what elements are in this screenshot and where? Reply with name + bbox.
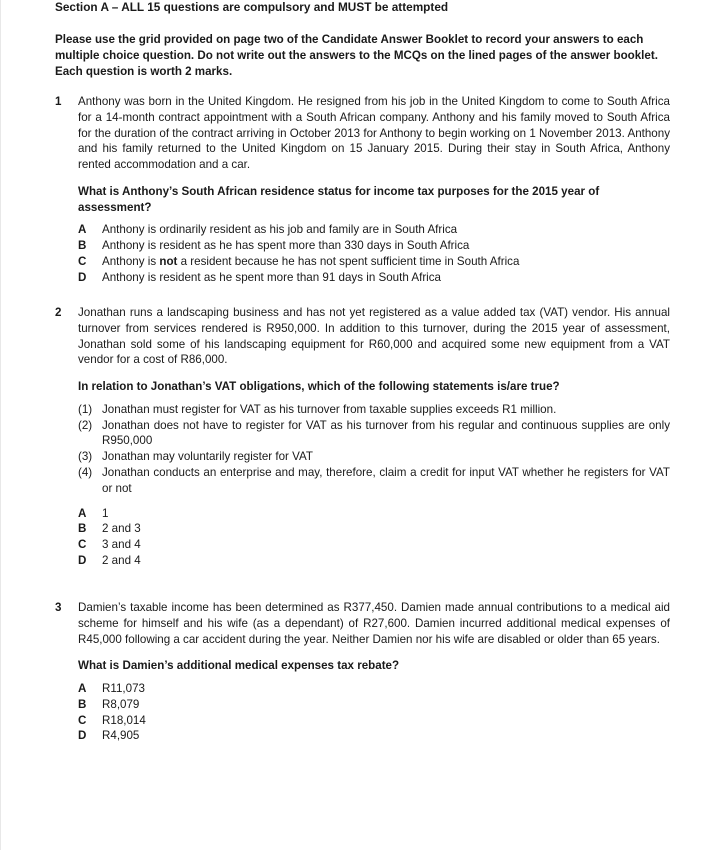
option-text: Anthony is ordinarily resident as his job and family are in South Africa <box>102 223 458 237</box>
option-letter: A <box>78 681 87 695</box>
answer-options <box>78 681 670 744</box>
option-a <box>78 506 670 522</box>
statement-text: Jonathan conducts an enterprise and may, therefore, claim a credit for input VAT whether he registers for VAT or not <box>102 465 670 495</box>
option-text: R8,079 <box>102 697 140 711</box>
option-text: Anthony is resident as he spent more than 91 days in South Africa <box>102 270 441 284</box>
option-letter: B <box>78 697 87 711</box>
statement-number: (4) <box>78 465 93 479</box>
statement-number: (3) <box>78 450 93 464</box>
question-number: 1 <box>55 95 62 108</box>
option-letter: A <box>78 223 87 237</box>
option-a <box>78 681 670 697</box>
option-d <box>78 270 670 286</box>
section-title: Section A – ALL 15 questions are compulsory and MUST be attempted <box>55 0 449 14</box>
statement-number: (1) <box>78 402 93 416</box>
option-text: 3 and 4 <box>102 538 141 552</box>
option-letter: C <box>78 713 87 727</box>
option-c <box>78 537 670 553</box>
question-prompt: In relation to Jonathan’s VAT obligations, which of the following statements is/are true? <box>78 380 560 394</box>
option-b <box>78 238 670 254</box>
option-letter: A <box>78 506 87 520</box>
question-number: 3 <box>55 601 62 614</box>
option-text: R11,073 <box>102 681 145 695</box>
statement-list <box>78 402 670 497</box>
option-c <box>78 254 670 270</box>
option-text: Anthony is resident as he has spent more than 330 days in South Africa <box>102 238 470 252</box>
question-text: Anthony was born in the United Kingdom. He resigned from his job in the United Kingdom to come to South Africa for a 14-month contract appointment with a South African company. Anthony and his family moved to South Africa for the duration of the contract arriving in October 2013 for Anthony to begin working on 1 November 2013. Anthony and his family returned to the United Kingdom on 15 January 2015. During their stay in South Africa, Anthony rented accommodation and a car. <box>78 95 670 172</box>
answer-options <box>78 222 670 285</box>
marks-note: Each question is worth 2 marks. <box>55 65 233 78</box>
option-letter: D <box>78 729 87 743</box>
statement-number: (2) <box>78 418 93 432</box>
option-text: 2 and 3 <box>102 522 141 536</box>
question-3 <box>55 600 670 744</box>
answer-options <box>78 506 670 569</box>
option-d <box>78 553 670 569</box>
option-text <box>102 254 670 270</box>
option-text: 1 <box>102 506 109 520</box>
option-letter: D <box>78 270 87 284</box>
option-text-emphasis: not <box>159 254 178 268</box>
statement-text: Jonathan must register for VAT as his turnover from taxable supplies exceeds R1 million. <box>102 402 557 416</box>
statement-1 <box>78 402 670 418</box>
option-text: 2 and 4 <box>102 553 141 567</box>
option-letter: C <box>78 254 87 268</box>
question-text: Damien’s taxable income has been determined as R377,450. Damien made annual contributions to a medical aid scheme for himself and his wife (as a dependant) of R27,600. Damien incurred additional medical expenses of R45,000 following a car accident during the year. Neither Damien nor his wife are disabled or older than 65 years. <box>78 601 670 646</box>
statement-3 <box>78 449 670 465</box>
option-b <box>78 697 670 713</box>
question-prompt: What is Anthony’s South African residence status for income tax purposes for the 2015 year of assessment? <box>78 184 600 214</box>
option-text: R18,014 <box>102 713 146 727</box>
option-letter: D <box>78 553 87 567</box>
instructions <box>55 32 670 80</box>
statement-4 <box>78 465 670 497</box>
option-letter: B <box>78 522 87 536</box>
option-text-before: Anthony is <box>102 254 160 268</box>
option-b <box>78 521 670 537</box>
question-1 <box>55 94 670 285</box>
option-letter: C <box>78 538 87 552</box>
statement-text: Jonathan may voluntarily register for VAT <box>102 450 313 464</box>
option-a <box>78 222 670 238</box>
option-text: R4,905 <box>102 729 140 743</box>
statement-text: Jonathan does not have to register for VAT as his turnover from his regular and continuous supplies are only R950,000 <box>102 418 670 448</box>
option-text-after: a resident because he has not spent sufficient time in South Africa <box>177 254 520 268</box>
option-letter: B <box>78 238 87 252</box>
question-text: Jonathan runs a landscaping business and has not yet registered as a value added tax (VAT) vendor. His annual turnover from services rendered is R950,000. In addition to this turnover, during the 2015 year of assessment, Jonathan sold some of his landscaping equipment for R60,000 and acquired some new equipment from a VAT vendor for a cost of R86,000. <box>78 306 670 367</box>
question-number: 2 <box>55 306 62 319</box>
instructions-text: Please use the grid provided on page two of the Candidate Answer Booklet to record your answers to each multiple choice question. Do not write out the answers to the MCQs on the lined pages of the answer booklet. <box>55 33 658 62</box>
question-prompt: What is Damien’s additional medical expenses tax rebate? <box>78 659 400 673</box>
statement-2 <box>78 418 670 450</box>
question-2 <box>55 305 670 569</box>
option-d <box>78 728 670 744</box>
option-c <box>78 713 670 729</box>
